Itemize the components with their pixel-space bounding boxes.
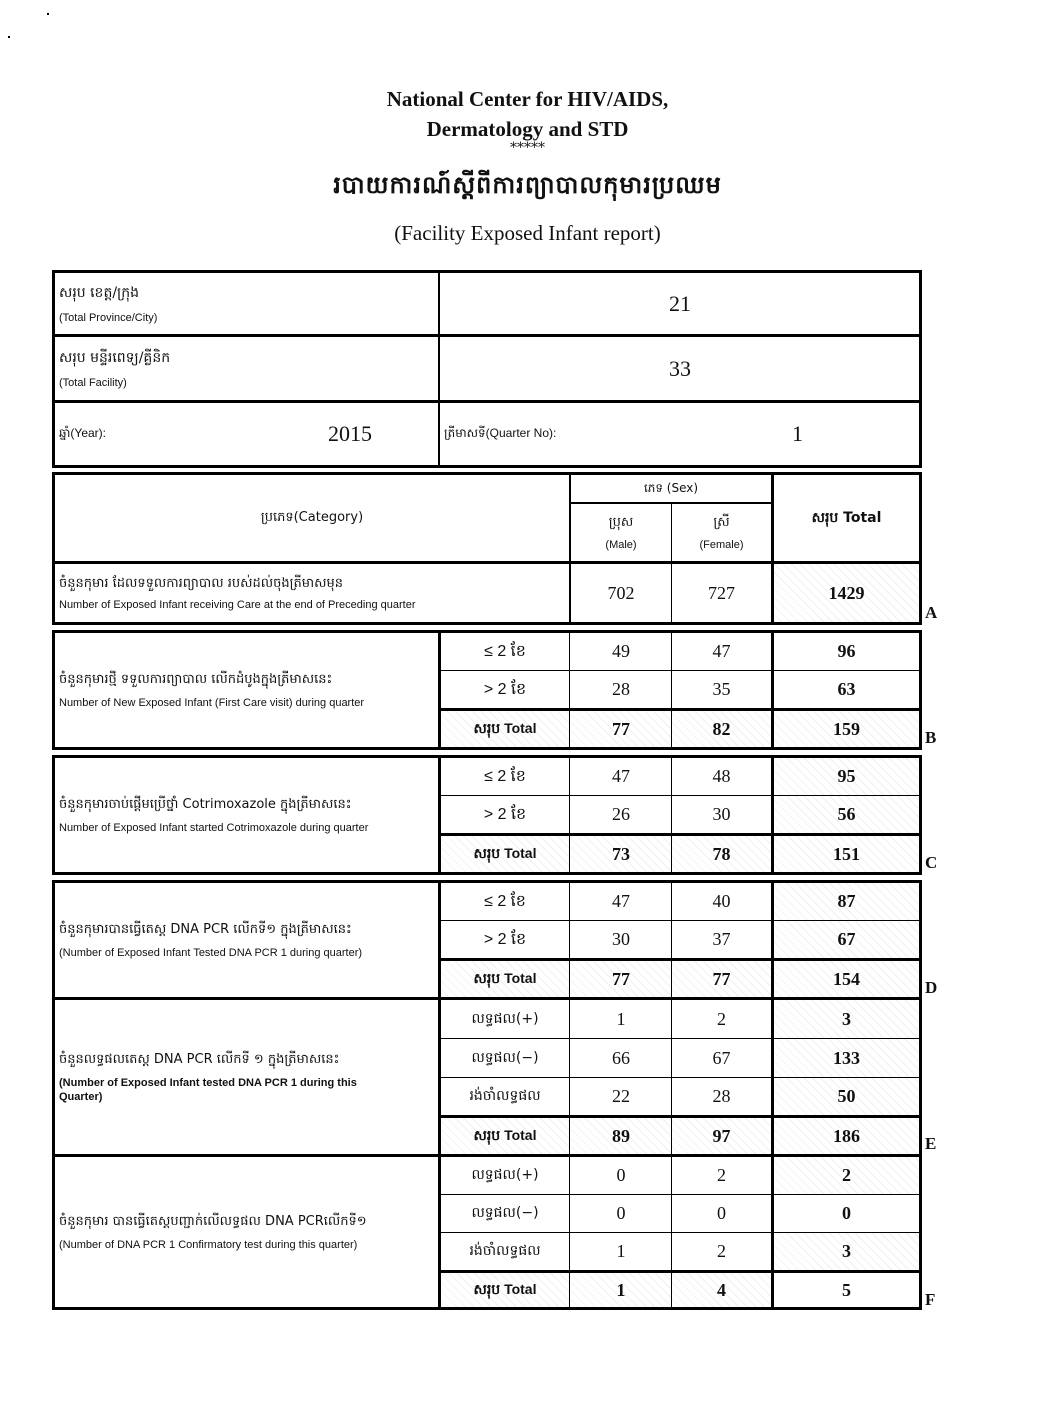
section-e-description (55, 1000, 438, 1154)
report-title-khmer: របាយការណ៍ស្តីពីការព្យាបាលកុមារប្រឈម (333, 170, 722, 199)
section-e-male: 1 (616, 1008, 626, 1029)
scan-dot (47, 13, 49, 15)
section-a-total: 1429 (774, 564, 919, 622)
row-label: > 2 ខែ (483, 805, 527, 823)
facility-label-english: (Total Facility) (59, 377, 127, 389)
section-a-description (55, 564, 569, 622)
row-label: លទ្ធផល(−) (471, 1049, 539, 1066)
section-c-description (55, 758, 438, 872)
section-c-total: 56 (774, 796, 919, 833)
row-label-total: សរុប Total (441, 1118, 569, 1154)
section-b-total: 96 (837, 641, 856, 661)
section-f-desc-english: (Number of DNA PCR 1 Confirmatory test during this quarter) (59, 1239, 358, 1251)
section-e-female: 67 (712, 1047, 731, 1068)
section-f-grand-total: 5 (842, 1279, 851, 1300)
section-c-female: 30 (712, 804, 731, 824)
male-header-khmer: ប្រុស (608, 515, 634, 530)
male-header (571, 504, 671, 561)
male-header-english: (Male) (605, 539, 637, 551)
section-e-male-total: 89 (571, 1118, 671, 1154)
section-d-female: 37 (712, 929, 731, 949)
section-c-desc-english: Number of Exposed Infant started Cotrimoxazole during quarter (59, 822, 369, 834)
section-e-female-total: 97 (672, 1118, 771, 1154)
section-f-total: 2 (774, 1157, 919, 1194)
section-b-desc-english: Number of New Exposed Infant (First Care visit) during quarter (59, 697, 365, 709)
year-label-text: ឆ្នាំ(Year): (59, 426, 106, 440)
section-e-desc-khmer: ចំនួនលទ្ធផលតេស្ត DNA PCR លើកទី ១ ក្នុងត្រីមាសនេះ (59, 1052, 340, 1067)
section-d-male-total: 77 (571, 961, 671, 997)
year-label (55, 403, 255, 465)
section-f-female: 0 (717, 1203, 726, 1223)
section-d-female-total: 77 (672, 961, 771, 997)
province-label-khmer: សរុប ខេត្ត/ក្រុង (59, 285, 139, 301)
section-c-female: 48 (712, 766, 731, 786)
section-c-letter: C (925, 853, 938, 872)
female-header-english: (Female) (699, 539, 744, 551)
scan-dot (8, 36, 10, 38)
section-d-male: 30 (612, 929, 630, 949)
section-f-male: 0 (616, 1165, 626, 1185)
section-f-total: 0 (842, 1203, 851, 1223)
section-d-description (55, 883, 438, 997)
divider (569, 755, 570, 875)
facility-value: 33 (669, 355, 691, 381)
row-label: ≤ 2 ខែ (484, 767, 526, 785)
quarter-label-text: ត្រីមាសទី(Quarter No): (444, 426, 557, 440)
female-header-khmer: ស្រី (713, 515, 730, 530)
section-a-female: 727 (708, 582, 735, 603)
row-label: រង់ចាំលទ្ធផល (469, 1088, 541, 1104)
divider (569, 630, 570, 750)
section-d-total: 87 (774, 883, 919, 920)
section-a-letter: A (925, 603, 938, 622)
province-value: 21 (669, 290, 691, 316)
row-label: លទ្ធផល(−) (471, 1205, 539, 1221)
report-title-english: (Facility Exposed Infant report) (394, 221, 661, 245)
province-label (55, 273, 435, 334)
section-e-total: 50 (774, 1078, 919, 1115)
section-e-total: 133 (774, 1039, 919, 1077)
row-label: លទ្ធផល(+) (471, 1010, 539, 1027)
section-c-total: 95 (774, 758, 919, 795)
org-line-1: National Center for HIV/AIDS, (386, 87, 669, 111)
section-d-female: 40 (712, 891, 731, 911)
section-e-male: 22 (612, 1086, 630, 1106)
row-label-total: សរុប Total (441, 1273, 569, 1307)
row-label: លទ្ធផល(+) (471, 1167, 539, 1183)
section-e-female: 28 (712, 1086, 731, 1106)
section-b-desc-khmer: ចំនួនកុមារថ្មី ទទួលការព្យាបាល លើកដំបូងក្នុងត្រីមាសនេះ (59, 672, 333, 687)
section-d-total: 67 (774, 921, 919, 958)
section-b-female-total: 82 (672, 711, 771, 747)
row-label-total: សរុប Total (441, 961, 569, 997)
section-a-male: 702 (607, 582, 635, 603)
section-f-male-total: 1 (571, 1273, 671, 1307)
section-b-female: 35 (712, 679, 731, 699)
sex-header: ភេទ (Sex) (643, 480, 699, 495)
row-label-total: សរុប Total (441, 711, 569, 747)
quarter-label (440, 403, 660, 465)
section-c-male-total: 73 (571, 836, 671, 872)
stars-divider: ***** (510, 140, 545, 156)
section-c-grand-total: 151 (774, 836, 919, 872)
section-f-total: 3 (774, 1233, 919, 1270)
section-c-male: 47 (612, 766, 630, 786)
section-c-female-total: 78 (672, 836, 771, 872)
section-f-desc-khmer: ចំនួនកុមារ បានធ្វើតេស្តបញ្ជាក់លើលទ្ធផល DNA PCRលើកទី១ (59, 1214, 367, 1229)
section-e-male: 66 (612, 1047, 630, 1068)
org-line-2: Dermatology and STD (426, 117, 629, 141)
total-header: សរុប Total (811, 509, 882, 526)
section-f-description (55, 1157, 438, 1307)
section-b-description (55, 633, 438, 747)
section-e-desc-english: (Number of Exposed Infant tested DNA PCR 1 during this Quarter) (59, 1077, 357, 1103)
category-header: ប្រភេទ(Category) (260, 509, 364, 525)
row-label: រង់ចាំលទ្ធផល (469, 1243, 541, 1259)
section-b-total: 63 (837, 679, 856, 699)
section-b-letter: B (925, 728, 937, 747)
section-b-male: 28 (612, 679, 630, 699)
section-c-desc-khmer: ចំនួនកុមារចាប់ផ្តើមប្រើថ្នាំ Cotrimoxazole ក្នុងត្រីមាសនេះ (59, 797, 352, 812)
quarter-value: 1 (792, 421, 803, 446)
row-label: > 2 ខែ (483, 680, 527, 698)
facility-label-khmer: សរុប មន្ទីរពេទ្យ/គ្លីនិក (59, 350, 171, 366)
section-c-male: 26 (612, 804, 630, 824)
facility-label (55, 337, 435, 400)
row-label: ≤ 2 ខែ (484, 642, 526, 660)
row-label-total: សរុប Total (441, 836, 569, 872)
section-b-grand-total: 159 (774, 711, 919, 747)
province-label-english: (Total Province/City) (59, 312, 158, 324)
section-e-grand-total: 186 (774, 1118, 919, 1154)
row-label: > 2 ខែ (483, 930, 527, 948)
section-f-female: 2 (717, 1241, 726, 1261)
section-d-desc-english: (Number of Exposed Infant Tested DNA PCR 1 during quarter) (59, 947, 363, 959)
section-f-letter: F (925, 1290, 936, 1309)
section-f-male: 1 (616, 1241, 626, 1261)
section-d-male: 47 (612, 891, 630, 911)
section-e-letter: E (925, 1134, 937, 1153)
female-header (672, 504, 771, 561)
section-b-male-total: 77 (571, 711, 671, 747)
section-f-female-total: 4 (672, 1273, 771, 1307)
section-f-male: 0 (616, 1203, 626, 1223)
year-value: 2015 (328, 421, 372, 446)
section-b-female: 47 (712, 641, 731, 661)
section-e-total: 3 (774, 1000, 919, 1038)
row-label: ≤ 2 ខែ (484, 892, 526, 910)
section-b-male: 49 (612, 641, 630, 661)
section-d-desc-khmer: ចំនួនកុមារបានធ្វើតេស្ត DNA PCR លើកទី១ ក្នុងត្រីមាសនេះ (59, 922, 352, 937)
section-d-letter: D (925, 978, 938, 997)
section-d-grand-total: 154 (774, 961, 919, 997)
section-f-female: 2 (717, 1165, 726, 1185)
organization-name (0, 84, 1055, 144)
section-a-desc-english: Number of Exposed Infant receiving Care at the end of Preceding quarter (59, 599, 416, 611)
section-a-desc-khmer: ចំនួនកុមារ ដែលទទួលការព្យាបាល របស់ដល់ចុងត្រីមាសមុន (59, 576, 344, 591)
divider (569, 880, 570, 1310)
section-e-female: 2 (717, 1008, 726, 1029)
